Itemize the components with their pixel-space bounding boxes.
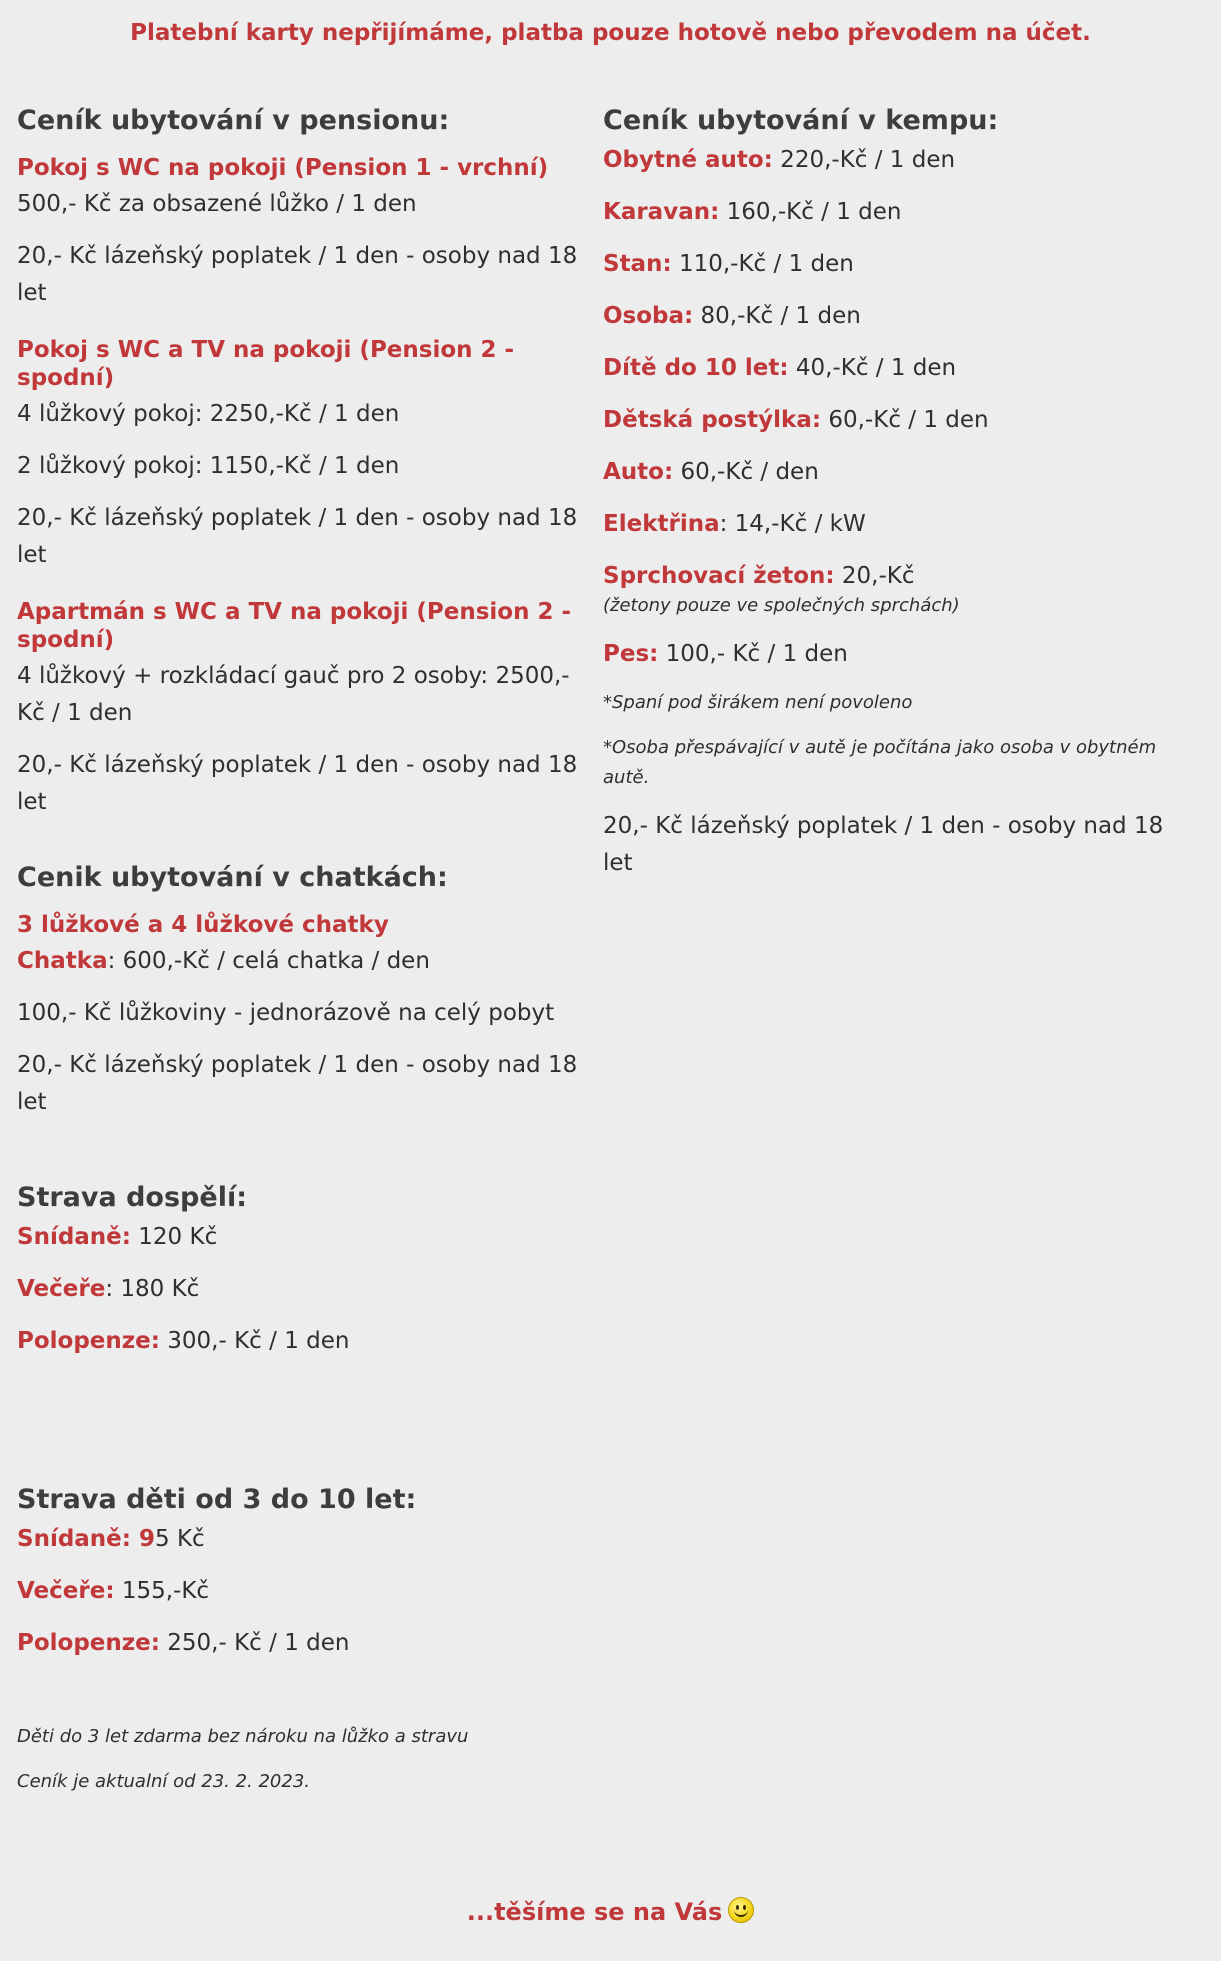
chatky-spa-fee: 20,- Kč lázeňský poplatek / 1 den - osoby nad 18 let	[17, 1052, 578, 1115]
camp-item-value: 60,-Kč / den	[673, 459, 819, 485]
smiley-icon	[728, 1897, 754, 1923]
camp-item	[603, 506, 1183, 543]
camp-item-value: 20,-Kč	[834, 563, 915, 589]
token-note: (žetony pouze ve společných sprchách)	[603, 595, 960, 616]
footer	[0, 1897, 1221, 1926]
pension-heading: Ceník ubytování v pensionu:	[17, 105, 450, 136]
children-breakfast-value: 5 Kč	[155, 1526, 205, 1552]
camp-item	[603, 350, 1183, 387]
camp-item-label: Dítě do 10 let:	[603, 355, 789, 381]
meals-children-heading: Strava děti od 3 do 10 let:	[17, 1484, 417, 1515]
children-halfboard-label: Polopenze:	[17, 1630, 160, 1656]
camp-item-label: Karavan:	[603, 199, 720, 225]
children-dinner	[17, 1573, 587, 1610]
camp-item-value: 160,-Kč / 1 den	[719, 199, 902, 225]
room1-spa-fee: 20,- Kč lázeňský poplatek / 1 den - osoby nad 18 let	[17, 243, 578, 306]
camp-item	[603, 558, 1183, 595]
camp-item-value: 110,-Kč / 1 den	[671, 251, 854, 277]
camp-item-value: : 14,-Kč / kW	[719, 511, 866, 537]
chatky-subtitle: 3 lůžkové a 4 lůžkové chatky	[17, 912, 389, 938]
camp-item-label: Sprchovací žeton:	[603, 563, 835, 589]
camp-dog	[603, 636, 1183, 673]
apartment-title: Apartmán s WC a TV na pokoji (Pension 2 - spodní)	[17, 599, 572, 653]
camp-item	[603, 194, 1183, 231]
camp-heading: Ceník ubytování v kempu:	[603, 105, 999, 136]
footer-text: ...těšíme se na Vás	[466, 1898, 723, 1926]
camp-item	[603, 246, 1183, 283]
children-breakfast-label: Snídaně: 9	[17, 1526, 155, 1552]
right-column	[603, 104, 1183, 882]
camp-item-value: 60,-Kč / 1 den	[821, 407, 989, 433]
camp-spa-fee: 20,- Kč lázeňský poplatek / 1 den - osoby nad 18 let	[603, 813, 1164, 876]
chatka-price	[17, 943, 587, 980]
camp-item-label: Osoba:	[603, 303, 694, 329]
kids-free-note: Děti do 3 let zdarma bez nároku na lůžko a stravu	[17, 1726, 469, 1747]
apartment-price: 4 lůžkový + rozkládací gauč pro 2 osoby: 2500,- Kč / 1 den	[17, 663, 570, 726]
adults-halfboard	[17, 1323, 587, 1360]
car-sleep-note: *Osoba přespávající v autě je počítána jako osoba v obytném autě.	[603, 737, 1157, 788]
children-halfboard	[17, 1625, 587, 1662]
camp-item	[603, 142, 1183, 179]
sleeping-note: *Spaní pod širákem není povoleno	[603, 692, 913, 713]
camp-item-label: Auto:	[603, 459, 674, 485]
camp-item-label: Obytné auto:	[603, 147, 773, 173]
adults-breakfast	[17, 1219, 587, 1256]
camp-item-value: 40,-Kč / 1 den	[788, 355, 957, 381]
chatky-heading: Cenik ubytování v chatkách:	[17, 862, 448, 893]
adults-halfboard-value: 300,- Kč / 1 den	[159, 1328, 350, 1354]
children-dinner-value: 155,-Kč	[114, 1578, 210, 1604]
room1-price: 500,- Kč za obsazené lůžko / 1 den	[17, 191, 417, 217]
camp-item	[603, 454, 1183, 491]
left-column	[17, 104, 587, 1797]
meals-adults-heading: Strava dospělí:	[17, 1182, 248, 1213]
children-dinner-label: Večeře:	[17, 1578, 115, 1604]
camp-item	[603, 298, 1183, 335]
camp-item-label: Stan:	[603, 251, 672, 277]
valid-from-note: Ceník je aktualní od 23. 2. 2023.	[17, 1771, 311, 1792]
chatky-bedding: 100,- Kč lůžkoviny - jednorázově na celý pobyt	[17, 1000, 555, 1026]
room2-spa-fee: 20,- Kč lázeňský poplatek / 1 den - osoby nad 18 let	[17, 505, 578, 568]
room1-title: Pokoj s WC na pokoji (Pension 1 - vrchní)	[17, 155, 549, 181]
room2-price-4bed: 4 lůžkový pokoj: 2250,-Kč / 1 den	[17, 401, 400, 427]
room2-price-2bed: 2 lůžkový pokoj: 1150,-Kč / 1 den	[17, 453, 400, 479]
children-halfboard-value: 250,- Kč / 1 den	[159, 1630, 350, 1656]
adults-dinner-label: Večeře	[17, 1276, 106, 1302]
adults-halfboard-label: Polopenze:	[17, 1328, 160, 1354]
payment-notice: Platební karty nepřijímáme, platba pouze hotově nebo převodem na účet.	[130, 20, 1091, 46]
camp-item	[603, 402, 1183, 439]
apartment-spa-fee: 20,- Kč lázeňský poplatek / 1 den - osoby nad 18 let	[17, 752, 578, 815]
camp-item-value: 80,-Kč / 1 den	[693, 303, 861, 329]
children-breakfast	[17, 1521, 587, 1558]
camp-item-label: Elektřina	[603, 511, 720, 537]
camp-item-value: 220,-Kč / 1 den	[772, 147, 956, 173]
room2-title: Pokoj s WC a TV na pokoji (Pension 2 - spodní)	[17, 337, 515, 391]
camp-item-label: Dětská postýlka:	[603, 407, 822, 433]
dog-value: 100,- Kč / 1 den	[658, 641, 848, 667]
adults-breakfast-value: 120 Kč	[130, 1224, 218, 1250]
chatka-label: Chatka	[17, 948, 108, 974]
chatka-value: : 600,-Kč / celá chatka / den	[107, 948, 430, 974]
dog-label: Pes:	[603, 641, 659, 667]
adults-dinner	[17, 1271, 587, 1308]
adults-breakfast-label: Snídaně:	[17, 1224, 131, 1250]
adults-dinner-value: : 180 Kč	[105, 1276, 200, 1302]
